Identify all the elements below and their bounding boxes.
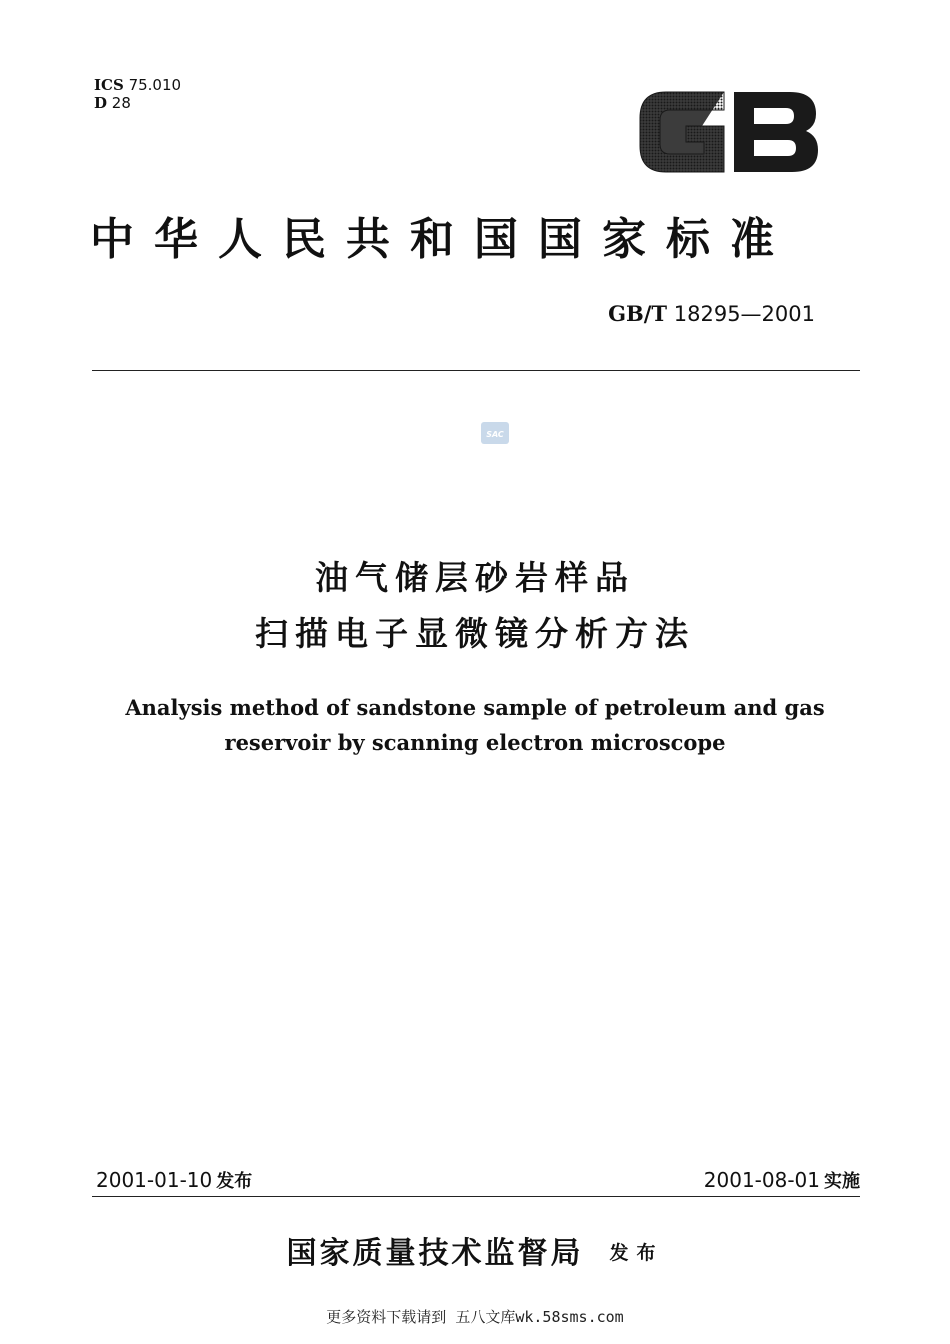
- issue-label: 发布: [216, 1171, 253, 1192]
- ccs-value: 28: [111, 94, 131, 112]
- document-title-en: [75, 690, 875, 760]
- standard-number-prefix: GB/T: [608, 301, 668, 326]
- bottom-divider: [92, 1196, 860, 1197]
- title-en-line-1: Analysis method of sandstone sample of petroleum and gas: [125, 695, 825, 720]
- national-standard-title: 中华人民共和国国家标准: [90, 214, 794, 265]
- standard-number: [560, 300, 815, 328]
- top-divider: [92, 370, 860, 371]
- gb-logo-letter-b: [734, 92, 818, 172]
- ics-value: 75.010: [128, 76, 182, 94]
- issue-date: 2001-01-10: [96, 1168, 213, 1192]
- issue-date-row: [96, 1166, 252, 1196]
- title-cn-line-2: 扫描电子显微镜分析方法: [255, 614, 695, 653]
- title-en-line-2: reservoir by scanning electron microscope: [224, 730, 726, 755]
- ccs-label: D: [94, 94, 108, 112]
- publisher-label: 发布: [609, 1242, 664, 1264]
- classification-codes: [94, 76, 181, 112]
- footer-note: 更多资料下载请到 五八文库wk.58sms.com: [326, 1308, 624, 1326]
- ics-label: ICS: [94, 76, 124, 94]
- ccs-code: [94, 94, 181, 112]
- standard-number-value: 18295—2001: [673, 302, 815, 326]
- ics-code: [94, 76, 181, 94]
- title-cn-line-1: 油气储层砂岩样品: [315, 558, 635, 597]
- sac-watermark-icon: [481, 422, 509, 444]
- svg-text:SAC: SAC: [486, 430, 504, 439]
- gb-logo-letter-g: [640, 92, 724, 172]
- implement-date: 2001-08-01: [703, 1168, 820, 1192]
- gb-logo: [636, 86, 822, 178]
- document-title-cn: [75, 550, 875, 662]
- implement-label: 实施: [824, 1171, 860, 1192]
- publisher-name: 国家质量技术监督局: [286, 1236, 584, 1271]
- implement-date-row: [600, 1166, 860, 1196]
- publisher-row: [75, 1232, 875, 1276]
